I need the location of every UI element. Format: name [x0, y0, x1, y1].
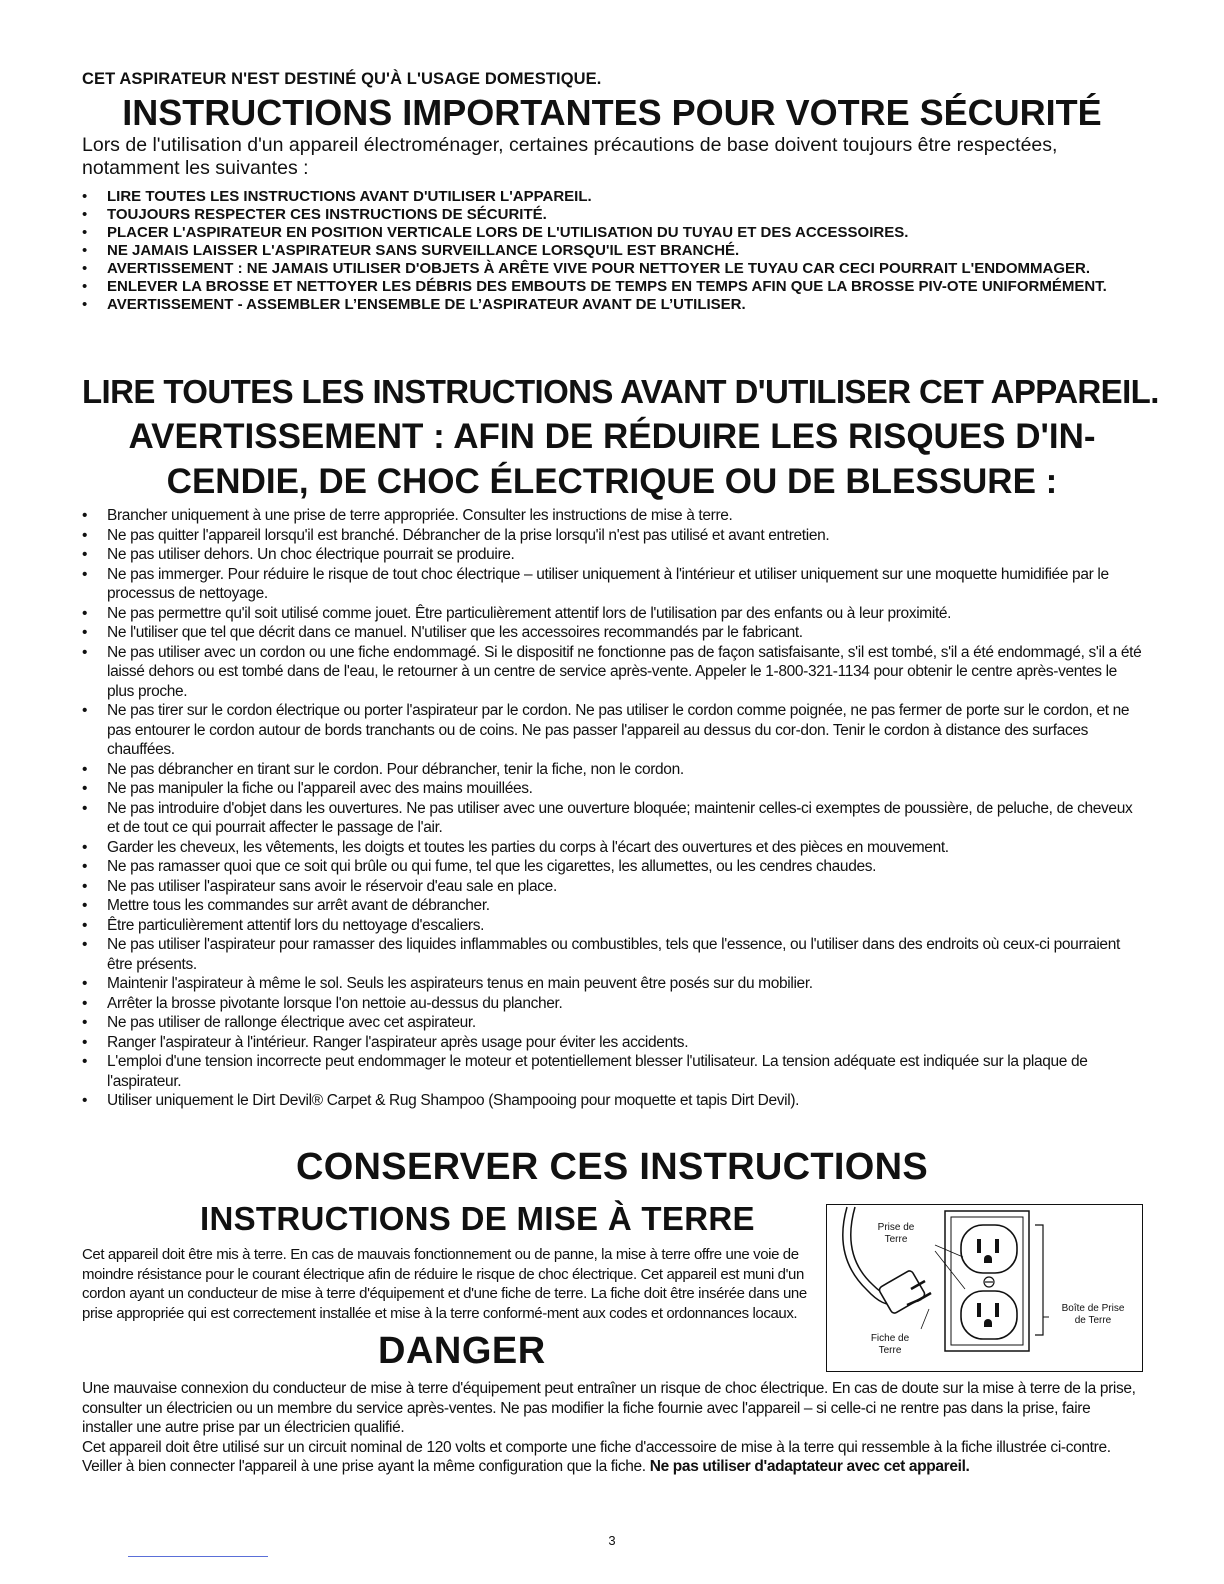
list-item: • LIRE TOUTES LES INSTRUCTIONS AVANT D'UTILISER L'APPAREIL. [82, 188, 1142, 206]
list-item: • Maintenir l'aspirateur à même le sol. Seuls les aspirateurs tenus en main peuvent être posés sur du mobilier. [82, 974, 1142, 994]
danger-paragraph: Une mauvaise connexion du conducteur de mise à terre d'équipement peut entraîner un risque de choc électrique. En cas de doute sur la mise à terre de la prise, consulter un électricien ou un membre du service après-ventes. Ne pas modifier la fiche fournie avec l'appareil – si celle-ci ne rentre pas dans la prise, faire installer une autre prise par un électricien qualifié. [82, 1380, 1136, 1436]
caps-instruction-list [82, 188, 1142, 314]
list-item: • L'emploi d'une tension incorrecte peut endommager le moteur et potentiellement blesser l'utilisateur. La tension adéquate est indiquée sur la plaque de l'aspirateur. [82, 1052, 1142, 1091]
list-item: • Ranger l'aspirateur à l'intérieur. Ranger l'aspirateur après usage pour éviter les accidents. [82, 1033, 1142, 1053]
list-item: • Utiliser uniquement le Dirt Devil® Carpet & Rug Shampoo (Shampooing pour moquette et tapis Dirt Devil). [82, 1091, 1142, 1111]
grounding-heading: INSTRUCTIONS DE MISE À TERRE [200, 1200, 755, 1237]
list-item: • AVERTISSEMENT : NE JAMAIS UTILISER D'OBJETS À ARÊTE VIVE POUR NETTOYER LE TUYAU CAR CECI POURRAIT L'ENDOMMAGER. [82, 260, 1142, 278]
list-item: • NE JAMAIS LAISSER L'ASPIRATEUR SANS SURVEILLANCE LORSQU'IL EST BRANCHÉ. [82, 242, 1142, 260]
list-item: • Ne pas utiliser l'aspirateur pour ramasser des liquides inflammables ou combustibles, tels que l'essence, ou l'utiliser dans des endroits où ceux-ci pourraient être présents. [82, 935, 1142, 974]
grounding-paragraph: Cet appareil doit être mis à terre. En cas de mauvais fonctionnement ou de panne, la mise à terre offre une voie de moindre résistance pour le courant électrique afin de réduire le risque de choc électrique. Cet appareil est muni d'un cordon ayant un conducteur de mise à terre d'équipement et d'une fiche de terre. La fiche doit être insérée dans une prise appropriée qui est correctement installée et mise à la terre conformé-ment aux codes et ordonnances locaux. [82, 1246, 807, 1322]
outlet-label-line: Terre [884, 1234, 908, 1245]
read-all-heading: LIRE TOUTES LES INSTRUCTIONS AVANT D'UTILISER CET APPAREIL. [82, 373, 1159, 410]
box-label-line: de Terre [1074, 1315, 1112, 1326]
safety-instruction-list [82, 506, 1142, 1111]
list-item: • Être particulièrement attentif lors du nettoyage d'escaliers. [82, 916, 1142, 936]
safety-title: INSTRUCTIONS IMPORTANTES POUR VOTRE SÉCURITÉ [122, 92, 1102, 133]
list-item: • Ne pas tirer sur le cordon électrique ou porter l'aspirateur par le cordon. Ne pas utiliser le cordon comme poignée, ne pas fermer de porte sur le cordon, et ne pas entourer le cordon autour de bords tranchants ou de coins. Ne pas passer l'appareil au dessus du cor-don. Tenir le cordon à distance des surfaces chauffées. [82, 701, 1142, 760]
danger-text [82, 1379, 1142, 1477]
grounding-figure [826, 1204, 1143, 1372]
list-item: • Garder les cheveux, les vêtements, les doigts et toutes les parties du corps à l'écart des ouvertures et des pièces en mouvement. [82, 838, 1142, 858]
list-item: • AVERTISSEMENT - ASSEMBLER L’ENSEMBLE DE L’ASPIRATEUR AVANT DE L’UTILISER. [82, 296, 1142, 314]
list-item: • Ne l'utiliser que tel que décrit dans ce manuel. N'utiliser que les accessoires recommandés par le fabricant. [82, 623, 1142, 643]
list-item: • Brancher uniquement à une prise de terre appropriée. Consulter les instructions de mise à terre. [82, 506, 1142, 526]
box-label [1049, 1303, 1137, 1327]
list-item: • Ne pas utiliser dehors. Un choc électrique pourrait se produire. [82, 545, 1142, 565]
plug-label-line: Terre [878, 1345, 902, 1356]
list-item: • Ne pas utiliser avec un cordon ou une fiche endommagé. Si le dispositif ne fonctionne pas de façon satisfaisante, s'il est tombé, s'il a été endommagé, s'il a été laissé dehors ou est tombé dans de l'eau, le retourner à un centre de service après-vente. Appeler le 1-800-321-1134 pour obtenir le centre après-ventes le plus proche. [82, 643, 1142, 702]
warning-heading: AVERTISSEMENT : AFIN DE RÉDUIRE LES RISQUES D'IN-CENDIE, DE CHOC ÉLECTRIQUE OU DE BLESSURE : [128, 417, 1096, 501]
list-item: • Ne pas ramasser quoi que ce soit qui brûle ou qui fume, tel que les cigarettes, les allumettes, ou les cendres chaudes. [82, 857, 1142, 877]
list-item: • TOUJOURS RESPECTER CES INSTRUCTIONS DE SÉCURITÉ. [82, 206, 1142, 224]
list-item: • PLACER L'ASPIRATEUR EN POSITION VERTICALE LORS DE L'UTILISATION DU TUYAU ET DES ACCESSOIRES. [82, 224, 1142, 242]
plug-label-line: Fiche de [870, 1333, 910, 1344]
outlet-label-line: Prise de [877, 1222, 915, 1233]
list-item: • Arrêter la brosse pivotante lorsque l'on nettoie au-dessus du plancher. [82, 994, 1142, 1014]
list-item: • Ne pas débrancher en tirant sur le cordon. Pour débrancher, tenir la fiche, non le cordon. [82, 760, 1142, 780]
no-adapter-warning: Ne pas utiliser d'adaptateur avec cet appareil. [649, 1458, 970, 1475]
outlet-label [871, 1222, 921, 1246]
voltage-text: Cet appareil doit être utilisé sur un circuit nominal de 120 volts et comporte une fiche d'accessoire de mise à la terre qui ressemble à la fiche illustrée ci-contre. Veiller à bien connecter l'appareil à une prise ayant la même configuration que la fiche. [82, 1438, 1111, 1475]
plug-label [865, 1333, 915, 1357]
list-item: • ENLEVER LA BROSSE ET NETTOYER LES DÉBRIS DES EMBOUTS DE TEMPS EN TEMPS AFIN QUE LA BROSSE PIV-OTE UNIFORMÉMENT. [82, 278, 1142, 296]
save-instructions-heading: CONSERVER CES INSTRUCTIONS [295, 1146, 929, 1188]
danger-heading: DANGER [378, 1330, 546, 1372]
list-item: • Ne pas utiliser l'aspirateur sans avoir le réservoir d'eau sale en place. [82, 877, 1142, 897]
list-item: • Mettre tous les commandes sur arrêt avant de débrancher. [82, 896, 1142, 916]
domestic-use-notice: CET ASPIRATEUR N'EST DESTINÉ QU'À L'USAGE DOMESTIQUE. [82, 70, 602, 88]
list-item: • Ne pas introduire d'objet dans les ouvertures. Ne pas utiliser avec une ouverture bloquée; maintenir celles-ci exemptes de poussière, de peluche, de cheveux et de tout ce qui pourrait affecter le passage de l'air. [82, 799, 1142, 838]
voltage-paragraph [82, 1438, 1142, 1477]
list-item: • Ne pas quitter l'appareil lorsqu'il est branché. Débrancher de la prise lorsqu'il n'est pas utilisé et avant entretien. [82, 526, 1142, 546]
intro-paragraph: Lors de l'utilisation d'un appareil électroménager, certaines précautions de base doivent toujours être respectées, notamment les suivantes : [82, 134, 1058, 179]
box-label-line: Boîte de Prise [1061, 1303, 1125, 1314]
list-item: • Ne pas utiliser de rallonge électrique avec cet aspirateur. [82, 1013, 1142, 1033]
list-item: • Ne pas manipuler la fiche ou l'appareil avec des mains mouillées. [82, 779, 1142, 799]
page-number: 3 [608, 1533, 616, 1548]
list-item: • Ne pas permettre qu'il soit utilisé comme jouet. Être particulièrement attentif lors de l'utilisation par des enfants ou à leur proximité. [82, 604, 1142, 624]
footer-rule [128, 1556, 268, 1557]
list-item: • Ne pas immerger. Pour réduire le risque de tout choc électrique – utiliser uniquement à l'intérieur et utiliser uniquement sur une moquette humidifiée par le processus de nettoyage. [82, 565, 1142, 604]
